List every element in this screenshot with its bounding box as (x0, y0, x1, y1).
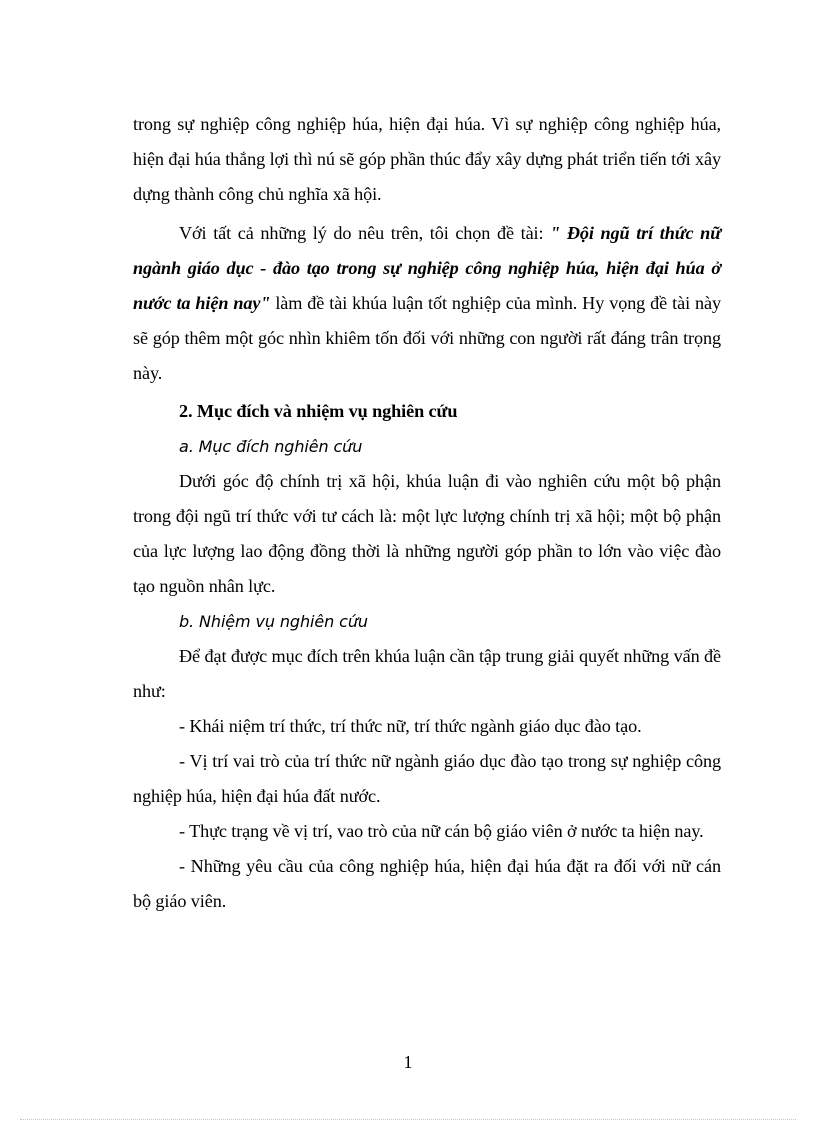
page-bottom-divider (20, 1119, 796, 1120)
page-number: 1 (403, 1052, 413, 1072)
topic-choice-tail: làm đề tài khúa luận tốt nghiệp của mình. Hy vọng đề tài này sẽ góp thêm một góc nhìn khiêm tốn đối với những con người rất đáng trân trọng này. (133, 293, 721, 383)
thesis-title: " Đội ngũ trí thức nữ ngành giáo dục - đào tạo trong sự nghiệp công nghiệp húa, hiện đại húa ở nước ta hiện nay" (133, 223, 721, 313)
topic-choice-lead: Với tất cả những lý do nêu trên, tôi chọn đề tài: (179, 223, 551, 243)
paragraph-tasks-intro: Để đạt được mục đích trên khúa luận cần tập trung giải quyết những vấn đề như: (133, 646, 721, 701)
section-heading-purpose-tasks: 2. Mục đích và nhiệm vụ nghiên cứu (179, 401, 458, 421)
paragraph-purpose: Dưới góc độ chính trị xã hội, khúa luận đi vào nghiên cứu một bộ phận trong đội ngũ trí thức với tư cách là: một lực lượng chính trị xã hội; một bộ phận của lực lượng lao động đồng thời là những người góp phần to lớn vào việc đào tạo nguồn nhân lực. (133, 471, 721, 596)
task-item-requirements: - Những yêu cầu của công nghiệp húa, hiện đại húa đặt ra đối với nữ cán bộ giáo viên. (133, 856, 721, 911)
subheading-purpose: a. Mục đích nghiên cứu (179, 437, 363, 456)
task-item-role: - Vị trí vai trò của trí thức nữ ngành giáo dục đào tạo trong sự nghiệp công nghiệp húa, hiện đại húa đất nước. (133, 751, 721, 806)
paragraph-topic-choice (133, 216, 721, 391)
task-item-status: - Thực trạng về vị trí, vao trò của nữ cán bộ giáo viên ở nước ta hiện nay. (179, 821, 704, 841)
paragraph-intro-continuation: trong sự nghiệp công nghiệp húa, hiện đại húa. Vì sự nghiệp công nghiệp húa, hiện đại húa thắng lợi thì nú sẽ góp phần thúc đẩy xây dựng phát triển tiến tới xây dựng thành công chủ nghĩa xã hội. (133, 114, 721, 204)
subheading-tasks: b. Nhiệm vụ nghiên cứu (179, 612, 368, 631)
document-body (133, 107, 721, 919)
task-item-concepts: - Khái niệm trí thức, trí thức nữ, trí thức ngành giáo dục đào tạo. (179, 716, 642, 736)
